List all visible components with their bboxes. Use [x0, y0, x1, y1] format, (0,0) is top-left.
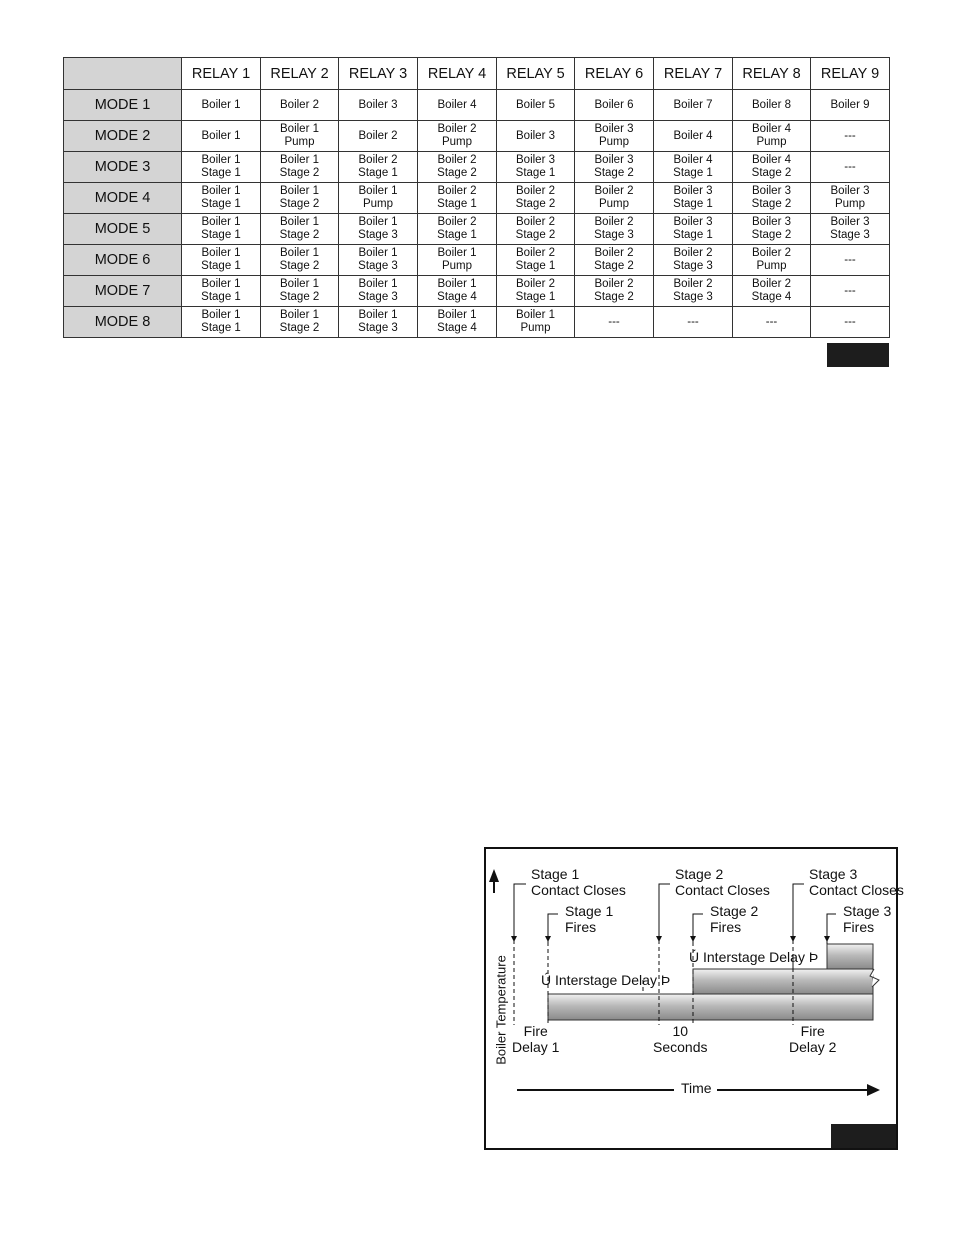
- relay-cell-line: Boiler 2: [673, 247, 713, 259]
- y-axis-arrowhead: [489, 869, 499, 882]
- relay-cell-line: Stage 1: [515, 167, 556, 179]
- relay-cell: [182, 214, 261, 245]
- relay-cell-line: Boiler 1: [516, 309, 555, 321]
- relay-cell-line: Pump: [520, 322, 551, 334]
- relay-cell-line: Stage 3: [358, 260, 398, 272]
- relay-cell-line: Boiler 1: [201, 278, 241, 290]
- relay-cell: [261, 276, 339, 307]
- relay-cell: [497, 276, 575, 307]
- relay-cell-line: Boiler 2: [437, 216, 477, 228]
- relay-cell: [418, 307, 497, 338]
- relay-cell-line: Stage 1: [673, 167, 713, 179]
- relay-cell: [418, 183, 497, 214]
- relay-cell-line: Stage 2: [515, 229, 556, 241]
- relay-cell: [182, 307, 261, 338]
- mode-label: MODE 1: [64, 90, 182, 121]
- relay-mode-table: [63, 57, 890, 338]
- relay-cell-line: Stage 2: [594, 167, 634, 179]
- fire-delay-2-label: Fire Delay 2: [789, 1023, 837, 1055]
- relay-header-9: RELAY 9: [811, 58, 890, 90]
- stage-1-contact-label: Stage 1 Contact Closes: [531, 866, 626, 898]
- relay-cell-line: Boiler 2: [280, 98, 319, 111]
- relay-cell-line: Boiler 2: [673, 278, 713, 290]
- relay-cell-line: Stage 3: [673, 260, 713, 272]
- relay-cell-line: Boiler 1: [201, 129, 241, 142]
- relay-cell: [654, 183, 733, 214]
- relay-cell-line: ---: [687, 315, 699, 328]
- relay-cell: [811, 152, 890, 183]
- relay-cell-line: Pump: [756, 260, 787, 272]
- relay-cell: [339, 245, 418, 276]
- relay-header-6: RELAY 6: [575, 58, 654, 90]
- stage-2-fires-label: Stage 2 Fires: [710, 903, 759, 935]
- relay-cell: [182, 152, 261, 183]
- relay-cell-line: ---: [608, 315, 620, 328]
- relay-cell-line: Stage 3: [358, 229, 398, 241]
- diagram-tag-block: [831, 1124, 896, 1148]
- table-header-row: [64, 58, 890, 90]
- relay-cell: [261, 152, 339, 183]
- table-row: [64, 183, 890, 214]
- stage-1-fires-label: Stage 1 Fires: [565, 903, 614, 935]
- relay-cell: [575, 152, 654, 183]
- relay-cell: [339, 90, 418, 121]
- relay-cell: [418, 276, 497, 307]
- relay-cell: [575, 307, 654, 338]
- relay-cell-line: Boiler 2: [437, 154, 477, 166]
- mode-label: MODE 3: [64, 152, 182, 183]
- relay-cell-line: Boiler 3: [752, 185, 791, 197]
- relay-cell: [339, 307, 418, 338]
- relay-cell: [339, 121, 418, 152]
- relay-cell-line: ---: [844, 129, 856, 142]
- relay-cell-line: Pump: [598, 136, 630, 148]
- relay-cell: [733, 276, 811, 307]
- relay-cell-line: Stage 3: [830, 229, 870, 241]
- relay-cell: [261, 245, 339, 276]
- relay-header-3: RELAY 3: [339, 58, 418, 90]
- relay-cell-line: Stage 1: [515, 291, 556, 303]
- relay-header-5: RELAY 5: [497, 58, 575, 90]
- relay-cell: [418, 214, 497, 245]
- mode-label: MODE 7: [64, 276, 182, 307]
- table-row: [64, 214, 890, 245]
- relay-cell-line: Stage 1: [201, 229, 241, 241]
- relay-cell-line: Boiler 6: [594, 98, 634, 111]
- relay-cell-line: Boiler 2: [594, 247, 634, 259]
- relay-cell: [418, 121, 497, 152]
- relay-cell-line: Stage 3: [673, 291, 713, 303]
- y-axis-label: Boiler Temperature: [493, 955, 509, 1065]
- relay-cell: [418, 152, 497, 183]
- relay-cell-line: Boiler 1: [437, 309, 477, 321]
- relay-cell: [811, 121, 890, 152]
- relay-cell-line: Boiler 1: [280, 278, 319, 290]
- table-row: [64, 245, 890, 276]
- relay-cell-line: Stage 3: [358, 291, 398, 303]
- relay-cell: [733, 245, 811, 276]
- relay-cell-line: Boiler 3: [673, 216, 713, 228]
- relay-cell-line: Boiler 3: [516, 154, 555, 166]
- relay-cell: [497, 245, 575, 276]
- fire-delay-1-label: Fire Delay 1: [512, 1023, 560, 1055]
- relay-cell: [811, 183, 890, 214]
- relay-cell: [182, 121, 261, 152]
- mode-label: MODE 5: [64, 214, 182, 245]
- relay-cell-line: Stage 2: [751, 229, 792, 241]
- relay-cell-line: ---: [844, 315, 856, 328]
- relay-cell: [733, 307, 811, 338]
- relay-cell-line: Stage 1: [201, 167, 241, 179]
- relay-cell: [811, 90, 890, 121]
- relay-cell-line: ---: [844, 284, 856, 297]
- relay-cell-line: Boiler 1: [437, 247, 477, 259]
- relay-cell-line: Boiler 1: [358, 185, 398, 197]
- relay-cell-line: Pump: [362, 198, 394, 210]
- relay-cell: [261, 121, 339, 152]
- mode-label: MODE 2: [64, 121, 182, 152]
- relay-cell: [654, 245, 733, 276]
- relay-cell: [339, 183, 418, 214]
- relay-cell: [182, 183, 261, 214]
- relay-header-7: RELAY 7: [654, 58, 733, 90]
- relay-cell-line: Boiler 4: [673, 154, 713, 166]
- relay-cell: [497, 90, 575, 121]
- relay-cell: [497, 152, 575, 183]
- relay-cell-line: Boiler 3: [752, 216, 791, 228]
- relay-cell: [575, 121, 654, 152]
- table-row: [64, 307, 890, 338]
- relay-cell-line: Boiler 3: [594, 123, 634, 135]
- relay-cell: [654, 307, 733, 338]
- relay-cell-line: Stage 2: [437, 167, 477, 179]
- relay-cell: [654, 214, 733, 245]
- relay-cell-line: Stage 4: [437, 322, 477, 334]
- relay-cell-line: Boiler 3: [358, 98, 398, 111]
- relay-cell: [654, 90, 733, 121]
- stage-2-bar: [693, 969, 873, 994]
- relay-cell-line: ---: [844, 253, 856, 266]
- relay-cell: [261, 214, 339, 245]
- relay-cell-line: Boiler 2: [594, 216, 634, 228]
- relay-cell-line: Boiler 1: [201, 185, 241, 197]
- relay-cell-line: Stage 1: [201, 291, 241, 303]
- mode-label: MODE 4: [64, 183, 182, 214]
- relay-cell: [182, 245, 261, 276]
- relay-cell-line: Boiler 4: [752, 154, 791, 166]
- relay-cell: [497, 183, 575, 214]
- relay-cell-line: Boiler 2: [358, 129, 398, 142]
- relay-cell: [182, 90, 261, 121]
- relay-cell-line: Boiler 3: [594, 154, 634, 166]
- relay-cell: [654, 276, 733, 307]
- relay-cell: [182, 276, 261, 307]
- relay-cell-line: Stage 4: [437, 291, 477, 303]
- relay-cell-line: Boiler 5: [516, 98, 555, 111]
- relay-cell-line: Boiler 1: [280, 216, 319, 228]
- relay-cell-line: Stage 4: [751, 291, 792, 303]
- relay-cell-line: Stage 1: [673, 198, 713, 210]
- relay-cell-line: Pump: [441, 136, 473, 148]
- relay-cell-line: Boiler 3: [516, 129, 555, 142]
- relay-cell-line: Stage 2: [279, 260, 320, 272]
- relay-cell-line: Boiler 2: [516, 247, 555, 259]
- relay-cell: [497, 214, 575, 245]
- relay-cell-line: Boiler 3: [830, 185, 870, 197]
- relay-cell-line: Boiler 1: [201, 247, 241, 259]
- relay-cell-line: Stage 2: [279, 167, 320, 179]
- relay-cell-line: Boiler 2: [516, 185, 555, 197]
- table-tag-block: [827, 343, 889, 367]
- table-row: [64, 276, 890, 307]
- relay-cell-line: Stage 2: [594, 260, 634, 272]
- relay-cell: [654, 121, 733, 152]
- relay-cell-line: Stage 1: [358, 167, 398, 179]
- relay-cell: [418, 90, 497, 121]
- relay-cell: [261, 90, 339, 121]
- relay-cell: [811, 276, 890, 307]
- relay-cell: [733, 90, 811, 121]
- relay-cell-line: Boiler 3: [673, 185, 713, 197]
- relay-cell-line: Pump: [598, 198, 630, 210]
- relay-header-4: RELAY 4: [418, 58, 497, 90]
- relay-cell-line: Stage 2: [279, 198, 320, 210]
- relay-cell-line: Boiler 1: [201, 216, 241, 228]
- relay-cell-line: Boiler 1: [358, 309, 398, 321]
- relay-cell-line: ---: [765, 315, 778, 328]
- relay-cell: [339, 276, 418, 307]
- relay-cell-line: Stage 1: [515, 260, 556, 272]
- relay-cell-line: Stage 2: [751, 167, 792, 179]
- stage-3-bar: [827, 944, 873, 969]
- relay-cell-line: Boiler 2: [516, 278, 555, 290]
- relay-cell-line: Boiler 2: [752, 278, 791, 290]
- relay-cell-line: Boiler 7: [673, 98, 713, 111]
- stage-3-contact-label: Stage 3 Contact Closes: [809, 866, 904, 898]
- relay-cell-line: Stage 3: [358, 322, 398, 334]
- relay-cell-line: Boiler 1: [280, 154, 319, 166]
- stage-2-contact-label: Stage 2 Contact Closes: [675, 866, 770, 898]
- table-corner-cell: [64, 58, 182, 90]
- relay-cell-line: Pump: [756, 136, 787, 148]
- relay-cell: [654, 152, 733, 183]
- time-axis-label: Time: [681, 1080, 712, 1096]
- relay-cell-line: Stage 1: [201, 198, 241, 210]
- relay-cell-line: Boiler 4: [437, 98, 477, 111]
- relay-cell: [261, 307, 339, 338]
- mode-label: MODE 6: [64, 245, 182, 276]
- relay-cell: [497, 307, 575, 338]
- relay-cell-line: Boiler 1: [280, 123, 319, 135]
- relay-cell-line: Boiler 2: [358, 154, 398, 166]
- relay-cell-line: Boiler 1: [358, 216, 398, 228]
- relay-cell: [339, 152, 418, 183]
- relay-cell: [575, 90, 654, 121]
- relay-cell-line: Stage 1: [437, 198, 477, 210]
- relay-cell: [575, 276, 654, 307]
- relay-cell-line: Boiler 2: [594, 278, 634, 290]
- relay-cell-line: Pump: [441, 260, 473, 272]
- relay-cell-line: ---: [844, 160, 856, 173]
- relay-cell-line: Boiler 2: [594, 185, 634, 197]
- relay-cell-line: Stage 1: [437, 229, 477, 241]
- relay-cell: [575, 214, 654, 245]
- stage-1-bar: [548, 994, 873, 1020]
- relay-header-8: RELAY 8: [733, 58, 811, 90]
- relay-header-1: RELAY 1: [182, 58, 261, 90]
- table-row: [64, 90, 890, 121]
- leader-arrowheads: [511, 936, 830, 942]
- relay-cell-line: Stage 2: [279, 322, 320, 334]
- relay-cell-line: Stage 2: [594, 291, 634, 303]
- relay-cell-line: Boiler 1: [437, 278, 477, 290]
- relay-cell: [418, 245, 497, 276]
- relay-cell: [733, 121, 811, 152]
- relay-cell: [497, 121, 575, 152]
- relay-cell: [339, 214, 418, 245]
- relay-cell-line: Stage 1: [201, 322, 241, 334]
- relay-cell-line: Stage 2: [515, 198, 556, 210]
- relay-cell-line: Boiler 1: [358, 247, 398, 259]
- relay-cell-line: Boiler 8: [752, 98, 791, 111]
- relay-cell-line: Boiler 2: [752, 247, 791, 259]
- relay-cell-line: Boiler 1: [201, 154, 241, 166]
- relay-cell-line: Boiler 2: [437, 185, 477, 197]
- relay-cell-line: Boiler 1: [201, 98, 241, 111]
- relay-cell-line: Boiler 9: [830, 98, 870, 111]
- relay-cell-line: Stage 1: [201, 260, 241, 272]
- relay-cell-line: Stage 2: [279, 229, 320, 241]
- relay-cell: [811, 307, 890, 338]
- relay-cell: [261, 183, 339, 214]
- relay-cell: [733, 152, 811, 183]
- relay-cell-line: Boiler 1: [280, 247, 319, 259]
- relay-cell-line: Boiler 1: [280, 185, 319, 197]
- relay-cell-line: Stage 1: [673, 229, 713, 241]
- relay-cell: [811, 245, 890, 276]
- relay-cell: [811, 214, 890, 245]
- relay-cell: [575, 245, 654, 276]
- relay-cell-line: Boiler 1: [280, 309, 319, 321]
- relay-cell-line: Boiler 2: [516, 216, 555, 228]
- relay-cell-line: Boiler 1: [358, 278, 398, 290]
- relay-cell-line: Boiler 2: [437, 123, 477, 135]
- relay-cell-line: Boiler 4: [752, 123, 791, 135]
- relay-cell: [733, 183, 811, 214]
- mode-label: MODE 8: [64, 307, 182, 338]
- ten-seconds-label: 10 Seconds: [653, 1023, 708, 1055]
- interstage-delay-2-label: Ú Interstage Delay Þ: [689, 949, 819, 965]
- interstage-delay-1-label: Ú Interstage Delay Þ: [541, 972, 671, 988]
- relay-header-2: RELAY 2: [261, 58, 339, 90]
- relay-cell-line: Stage 2: [751, 198, 792, 210]
- relay-cell-line: Stage 2: [279, 291, 320, 303]
- relay-cell-line: Boiler 4: [673, 129, 713, 142]
- table-row: [64, 121, 890, 152]
- table-row: [64, 152, 890, 183]
- relay-cell-line: Pump: [834, 198, 866, 210]
- time-axis-arrowhead: [867, 1084, 880, 1096]
- relay-cell-line: Boiler 1: [201, 309, 241, 321]
- relay-cell-line: Boiler 3: [830, 216, 870, 228]
- relay-cell-line: Stage 3: [594, 229, 634, 241]
- stage-3-fires-label: Stage 3 Fires: [843, 903, 892, 935]
- relay-cell: [733, 214, 811, 245]
- relay-cell-line: Pump: [284, 136, 315, 148]
- relay-cell: [575, 183, 654, 214]
